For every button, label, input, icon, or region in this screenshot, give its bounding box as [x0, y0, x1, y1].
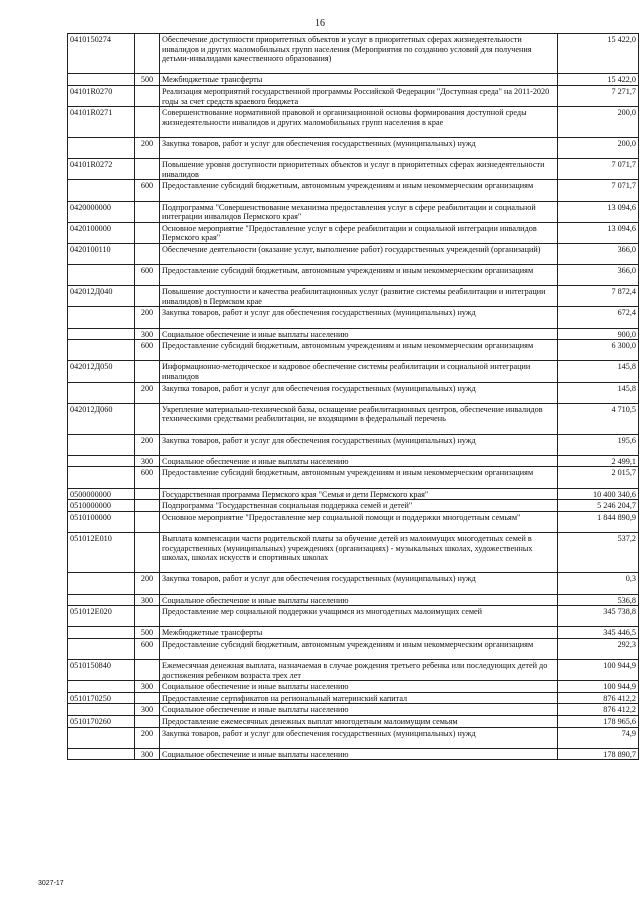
item-name-cell: Предоставление субсидий бюджетным, автономным учреждениям и иным некоммерческим организациям — [160, 265, 558, 286]
table-row — [68, 340, 639, 361]
budget-table — [67, 33, 639, 760]
amount-cell: 366,0 — [558, 265, 639, 286]
amount-cell: 345 738,8 — [558, 606, 639, 627]
target-article-cell: 0510100000 — [68, 511, 135, 532]
amount-cell: 15 422,0 — [558, 34, 639, 74]
target-article-cell — [68, 328, 135, 340]
amount-cell: 100 944,9 — [558, 681, 639, 693]
item-name-cell: Информационно-методическое и кадровое обеспечение системы реабилитации и социальной интеграции инвалидов — [160, 361, 558, 382]
target-article-cell — [68, 727, 135, 748]
item-name-cell: Межбюджетные трансферты — [160, 627, 558, 639]
table-row — [68, 467, 639, 488]
table-row — [68, 638, 639, 659]
target-article-cell — [68, 265, 135, 286]
item-name-cell: Повышение уровня доступности приоритетных объектов и услуг в приоритетных сферах жизнедеятельности инвалидов — [160, 159, 558, 180]
table-row — [68, 382, 639, 403]
expense-type-cell — [135, 403, 160, 434]
table-row — [68, 511, 639, 532]
item-name-cell: Закупка товаров, работ и услуг для обеспечения государственных (муниципальных) нужд — [160, 137, 558, 158]
target-article-cell: 0510150840 — [68, 660, 135, 681]
item-name-cell: Реализация мероприятий государственной программы Российской Федерации "Доступная среда" на 2011-2020 годы за счет средств краевого бюджета — [160, 85, 558, 106]
expense-type-cell — [135, 500, 160, 512]
target-article-cell — [68, 340, 135, 361]
table-row — [68, 704, 639, 716]
table-row — [68, 681, 639, 693]
item-name-cell: Социальное обеспечение и иные выплаты населению — [160, 704, 558, 716]
target-article-cell — [68, 704, 135, 716]
table-row — [68, 34, 639, 74]
expense-type-cell — [135, 107, 160, 138]
amount-cell: 7 872,4 — [558, 286, 639, 307]
item-name-cell: Закупка товаров, работ и услуг для обеспечения государственных (муниципальных) нужд — [160, 307, 558, 328]
expense-type-cell — [135, 692, 160, 704]
table-row — [68, 748, 639, 760]
target-article-cell — [68, 382, 135, 403]
amount-cell: 1 844 890,9 — [558, 511, 639, 532]
item-name-cell: Обеспечение деятельности (оказание услуг, выполнение работ) государственных учреждений (организаций) — [160, 243, 558, 264]
amount-cell: 876 412,2 — [558, 704, 639, 716]
amount-cell: 15 422,0 — [558, 74, 639, 86]
expense-type-cell: 200 — [135, 573, 160, 594]
amount-cell: 672,4 — [558, 307, 639, 328]
amount-cell: 876 412,2 — [558, 692, 639, 704]
table-row — [68, 692, 639, 704]
target-article-cell: 04101R0270 — [68, 85, 135, 106]
expense-type-cell: 500 — [135, 74, 160, 86]
table-row — [68, 107, 639, 138]
table-row — [68, 434, 639, 455]
expense-type-cell — [135, 201, 160, 222]
target-article-cell: 0510170250 — [68, 692, 135, 704]
target-article-cell: 0510170260 — [68, 716, 135, 728]
target-article-cell — [68, 627, 135, 639]
item-name-cell: Предоставление ежемесячных денежных выплат многодетным малоимущим семьям — [160, 716, 558, 728]
target-article-cell — [68, 74, 135, 86]
expense-type-cell: 200 — [135, 727, 160, 748]
amount-cell: 13 094,6 — [558, 201, 639, 222]
item-name-cell: Социальное обеспечение и иные выплаты населению — [160, 594, 558, 606]
expense-type-cell — [135, 243, 160, 264]
amount-cell: 366,0 — [558, 243, 639, 264]
table-row — [68, 307, 639, 328]
amount-cell: 2 499,1 — [558, 455, 639, 467]
amount-cell: 10 400 340,6 — [558, 488, 639, 500]
target-article-cell: 04101R0271 — [68, 107, 135, 138]
amount-cell: 200,0 — [558, 137, 639, 158]
item-name-cell: Подпрограмма "Государственная социальная поддержка семей и детей" — [160, 500, 558, 512]
amount-cell: 292,3 — [558, 638, 639, 659]
amount-cell: 537,2 — [558, 532, 639, 572]
budget-table-body — [68, 34, 639, 760]
expense-type-cell — [135, 34, 160, 74]
table-row — [68, 222, 639, 243]
target-article-cell: 0420100000 — [68, 222, 135, 243]
target-article-cell: 0510000000 — [68, 500, 135, 512]
table-row — [68, 328, 639, 340]
expense-type-cell: 300 — [135, 328, 160, 340]
table-row — [68, 265, 639, 286]
target-article-cell — [68, 434, 135, 455]
item-name-cell: Обеспечение доступности приоритетных объектов и услуг в приоритетных сферах жизнедеятельности инвалидов и других маломобильных групп населения (Мероприятия по созданию условий для получения детьми-инвалидами качественного образования) — [160, 34, 558, 74]
item-name-cell: Ежемесячная денежная выплата, назначаемая в случае рождения третьего ребенка или последующих детей до достижения ребенком возраста трех лет — [160, 660, 558, 681]
target-article-cell — [68, 681, 135, 693]
target-article-cell — [68, 594, 135, 606]
amount-cell: 178 890,7 — [558, 748, 639, 760]
expense-type-cell: 200 — [135, 307, 160, 328]
table-row — [68, 201, 639, 222]
amount-cell: 2 015,7 — [558, 467, 639, 488]
item-name-cell: Совершенствование нормативной правовой и организационной основы формирования доступной среды жизнедеятельности инвалидов и других маломобильных групп населения в крае — [160, 107, 558, 138]
expense-type-cell: 200 — [135, 137, 160, 158]
table-row — [68, 488, 639, 500]
item-name-cell: Предоставление сертификатов на региональный материнский капитал — [160, 692, 558, 704]
expense-type-cell: 300 — [135, 748, 160, 760]
expense-type-cell: 300 — [135, 704, 160, 716]
target-article-cell: 04101R0272 — [68, 159, 135, 180]
expense-type-cell: 600 — [135, 638, 160, 659]
expense-type-cell: 300 — [135, 681, 160, 693]
expense-type-cell: 200 — [135, 434, 160, 455]
target-article-cell: 0500000000 — [68, 488, 135, 500]
table-row — [68, 243, 639, 264]
expense-type-cell — [135, 286, 160, 307]
item-name-cell: Социальное обеспечение и иные выплаты населению — [160, 455, 558, 467]
item-name-cell: Закупка товаров, работ и услуг для обеспечения государственных (муниципальных) нужд — [160, 382, 558, 403]
table-row — [68, 286, 639, 307]
item-name-cell: Государственная программа Пермского края "Семья и дети Пермского края" — [160, 488, 558, 500]
item-name-cell: Предоставление субсидий бюджетным, автономным учреждениям и иным некоммерческим организациям — [160, 638, 558, 659]
expense-type-cell: 600 — [135, 180, 160, 201]
target-article-cell — [68, 180, 135, 201]
amount-cell: 6 300,0 — [558, 340, 639, 361]
amount-cell: 7 071,7 — [558, 159, 639, 180]
table-row — [68, 180, 639, 201]
target-article-cell: 0410150274 — [68, 34, 135, 74]
amount-cell: 0,3 — [558, 573, 639, 594]
target-article-cell: 0420000000 — [68, 201, 135, 222]
expense-type-cell: 600 — [135, 340, 160, 361]
item-name-cell: Закупка товаров, работ и услуг для обеспечения государственных (муниципальных) нужд — [160, 727, 558, 748]
item-name-cell: Закупка товаров, работ и услуг для обеспечения государственных (муниципальных) нужд — [160, 573, 558, 594]
amount-cell: 145,8 — [558, 361, 639, 382]
amount-cell: 4 710,5 — [558, 403, 639, 434]
amount-cell: 7 071,7 — [558, 180, 639, 201]
target-article-cell — [68, 455, 135, 467]
item-name-cell: Подпрограмма "Совершенствование механизма предоставления услуг в сфере реабилитации и социальной интеграции инвалидов Пермского края" — [160, 201, 558, 222]
amount-cell: 195,6 — [558, 434, 639, 455]
target-article-cell: 042012Д050 — [68, 361, 135, 382]
amount-cell: 536,8 — [558, 594, 639, 606]
amount-cell: 5 246 204,7 — [558, 500, 639, 512]
amount-cell: 100 944,9 — [558, 660, 639, 681]
target-article-cell: 0420100110 — [68, 243, 135, 264]
item-name-cell: Социальное обеспечение и иные выплаты населению — [160, 681, 558, 693]
expense-type-cell — [135, 159, 160, 180]
table-row — [68, 606, 639, 627]
document-footer-code: 3027-17 — [38, 880, 64, 887]
amount-cell: 345 446,5 — [558, 627, 639, 639]
target-article-cell — [68, 638, 135, 659]
item-name-cell: Повышение доступности и качества реабилитационных услуг (развитие системы реабилитации и интеграции инвалидов) в Пермском крае — [160, 286, 558, 307]
table-row — [68, 137, 639, 158]
expense-type-cell — [135, 488, 160, 500]
amount-cell: 145,8 — [558, 382, 639, 403]
amount-cell: 13 094,6 — [558, 222, 639, 243]
item-name-cell: Социальное обеспечение и иные выплаты населению — [160, 328, 558, 340]
target-article-cell — [68, 307, 135, 328]
expense-type-cell — [135, 85, 160, 106]
expense-type-cell — [135, 716, 160, 728]
target-article-cell — [68, 748, 135, 760]
table-row — [68, 74, 639, 86]
expense-type-cell — [135, 222, 160, 243]
expense-type-cell: 300 — [135, 455, 160, 467]
amount-cell: 7 271,7 — [558, 85, 639, 106]
table-row — [68, 403, 639, 434]
table-row — [68, 660, 639, 681]
target-article-cell — [68, 573, 135, 594]
amount-cell: 178 965,6 — [558, 716, 639, 728]
item-name-cell: Укрепление материально-технической базы, оснащение реабилитационных центров, обеспечение инвалидов техническими средствами реабилитации, не входящими в федеральный перечень — [160, 403, 558, 434]
expense-type-cell — [135, 511, 160, 532]
table-row — [68, 361, 639, 382]
item-name-cell: Предоставление субсидий бюджетным, автономным учреждениям и иным некоммерческим организациям — [160, 340, 558, 361]
table-row — [68, 627, 639, 639]
amount-cell: 200,0 — [558, 107, 639, 138]
item-name-cell: Предоставление субсидий бюджетным, автономным учреждениям и иным некоммерческим организациям — [160, 467, 558, 488]
table-row — [68, 716, 639, 728]
amount-cell: 74,9 — [558, 727, 639, 748]
table-row — [68, 85, 639, 106]
target-article-cell: 051012Е020 — [68, 606, 135, 627]
expense-type-cell — [135, 361, 160, 382]
expense-type-cell: 500 — [135, 627, 160, 639]
page-number: 16 — [315, 18, 325, 29]
item-name-cell: Предоставление субсидий бюджетным, автономным учреждениям и иным некоммерческим организациям — [160, 180, 558, 201]
item-name-cell: Предоставление мер социальной поддержки учащимся из многодетных малоимущих семей — [160, 606, 558, 627]
table-row — [68, 573, 639, 594]
expense-type-cell — [135, 660, 160, 681]
expense-type-cell: 600 — [135, 467, 160, 488]
table-row — [68, 594, 639, 606]
expense-type-cell — [135, 532, 160, 572]
table-row — [68, 455, 639, 467]
item-name-cell: Социальное обеспечение и иные выплаты населению — [160, 748, 558, 760]
target-article-cell — [68, 467, 135, 488]
table-row — [68, 532, 639, 572]
table-row — [68, 159, 639, 180]
target-article-cell: 042012Д040 — [68, 286, 135, 307]
amount-cell: 900,0 — [558, 328, 639, 340]
target-article-cell — [68, 137, 135, 158]
item-name-cell: Выплата компенсации части родительской платы за обучение детей из малоимущих многодетных семей в государственных (муниципальных) учреждениях (организациях) - музыкальных школах, художественных школах, школах искусств и спортивных школах — [160, 532, 558, 572]
item-name-cell: Основное мероприятие "Предоставление мер социальной помощи и поддержки многодетным семьям" — [160, 511, 558, 532]
target-article-cell: 042012Д060 — [68, 403, 135, 434]
table-row — [68, 500, 639, 512]
expense-type-cell — [135, 606, 160, 627]
expense-type-cell: 200 — [135, 382, 160, 403]
item-name-cell: Закупка товаров, работ и услуг для обеспечения государственных (муниципальных) нужд — [160, 434, 558, 455]
target-article-cell: 051012Е010 — [68, 532, 135, 572]
table-row — [68, 727, 639, 748]
item-name-cell: Межбюджетные трансферты — [160, 74, 558, 86]
expense-type-cell: 300 — [135, 594, 160, 606]
item-name-cell: Основное мероприятие "Предоставление услуг в сфере реабилитации и социальной интеграции инвалидов Пермского края" — [160, 222, 558, 243]
expense-type-cell: 600 — [135, 265, 160, 286]
